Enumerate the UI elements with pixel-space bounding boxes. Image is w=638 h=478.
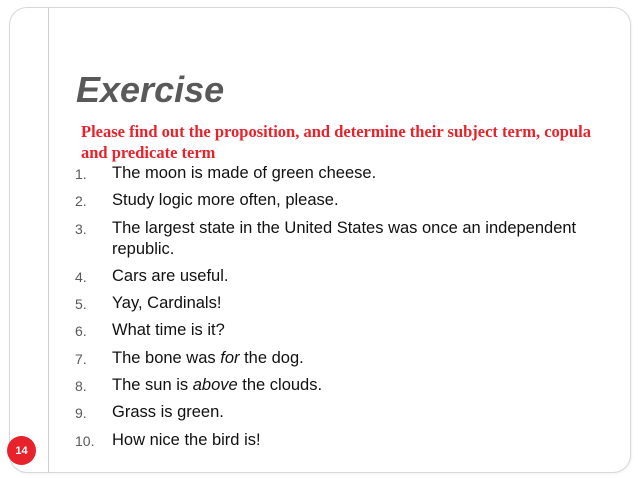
item-text-pre: The sun is xyxy=(112,376,193,395)
item-number: 6. xyxy=(75,323,87,340)
item-number: 2. xyxy=(75,193,87,210)
item-number: 1. xyxy=(75,166,87,182)
item-text-post: the clouds. xyxy=(237,376,323,395)
list-item xyxy=(75,266,615,287)
item-text: Grass is green. xyxy=(112,403,224,422)
item-text-post: the dog. xyxy=(239,348,304,367)
item-number: 8. xyxy=(75,378,87,395)
list-item xyxy=(75,348,615,369)
list-item xyxy=(75,293,615,314)
list-item xyxy=(75,402,615,423)
item-number: 5. xyxy=(75,296,87,313)
item-text: Cars are useful. xyxy=(112,266,229,285)
item-number: 4. xyxy=(75,268,87,285)
item-text: What time is it? xyxy=(112,321,225,340)
page-number-badge: 14 xyxy=(7,436,36,465)
item-text: Study logic more often, please. xyxy=(112,191,339,210)
list-item xyxy=(75,163,615,184)
item-number: 10. xyxy=(75,432,95,449)
instructions-text: Please find out the proposition, and determine their subject term, copula and predicate term xyxy=(81,122,591,162)
list-item xyxy=(75,430,615,451)
list-item xyxy=(75,320,615,341)
list-item xyxy=(75,190,615,211)
item-text xyxy=(112,375,615,396)
item-number: 7. xyxy=(75,350,87,367)
left-divider xyxy=(48,7,49,473)
item-number: 3. xyxy=(75,220,87,237)
item-number: 9. xyxy=(75,405,87,422)
item-text-emphasis: for xyxy=(220,348,240,367)
item-text xyxy=(112,348,615,369)
slide-title: Exercise xyxy=(76,69,225,110)
item-text-pre: The bone was xyxy=(112,348,221,367)
item-text: The moon is made of green cheese. xyxy=(112,164,377,182)
item-text: How nice the bird is! xyxy=(112,430,261,449)
exercise-list xyxy=(75,163,615,457)
item-text-emphasis: above xyxy=(192,376,238,395)
list-item xyxy=(75,218,615,260)
list-item xyxy=(75,375,615,396)
item-text: Yay, Cardinals! xyxy=(112,294,222,313)
item-text: The largest state in the United States was once an independent republic. xyxy=(112,218,577,258)
